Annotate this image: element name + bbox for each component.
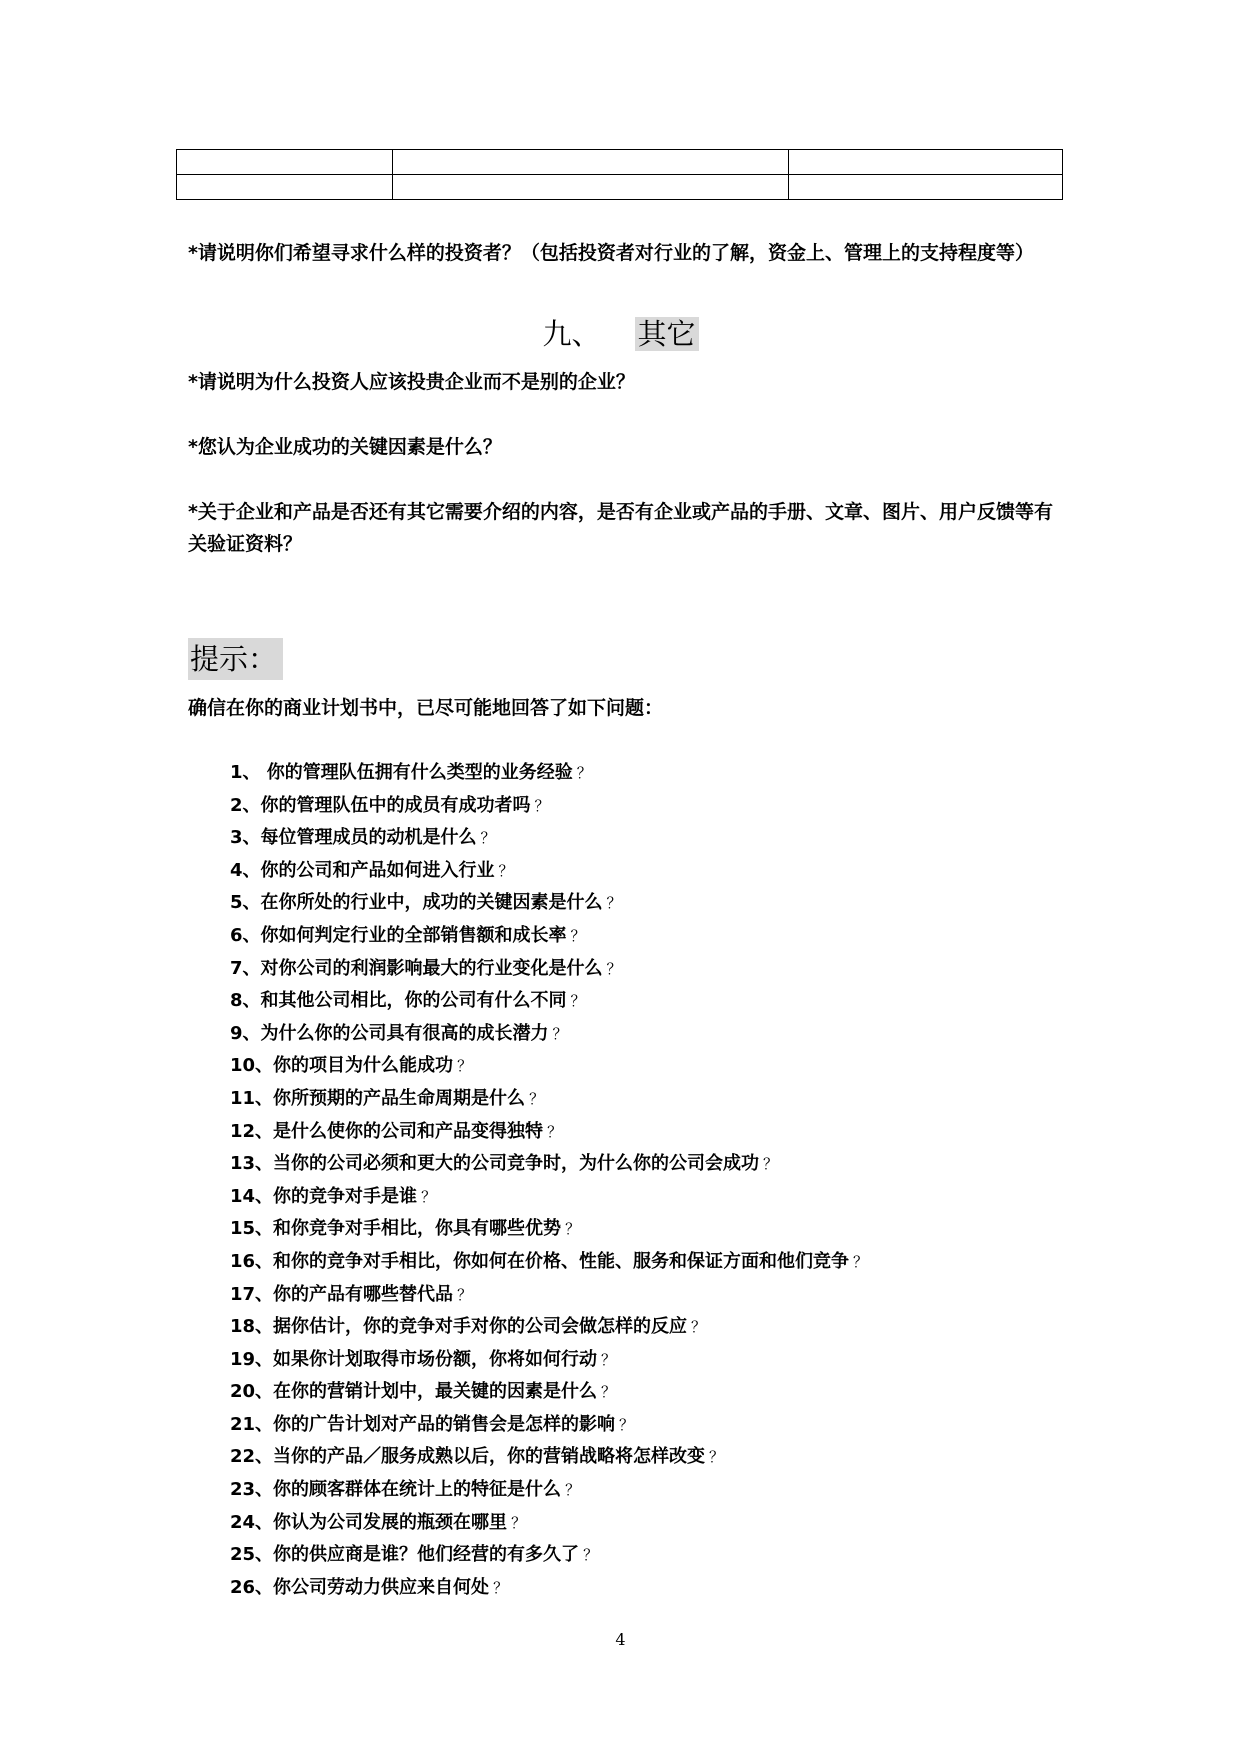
- tips-question-list: [230, 757, 868, 1604]
- question-mark: ？: [601, 1383, 617, 1402]
- investor-question: *请说明你们希望寻求什么样的投资者？（包括投资者对行业的了解，资金上、管理上的支持程度等）: [188, 242, 1034, 264]
- question-mark: ？: [570, 926, 586, 945]
- list-item-text: 25、你的供应商是谁？他们经营的有多久了: [230, 1544, 580, 1566]
- list-item-text: 11、你所预期的产品生命周期是什么: [230, 1087, 526, 1109]
- list-item: [230, 1246, 868, 1279]
- question-mark: ？: [583, 1546, 599, 1565]
- list-item-text: 9、为什么你的公司具有很高的成长潜力: [230, 1022, 549, 1044]
- question-additional-materials: *关于企业和产品是否还有其它需要介绍的内容，是否有企业或产品的手册、文章、图片、用户反馈等有关验证资料？: [188, 501, 1053, 555]
- table-cell: [789, 150, 1063, 175]
- question-mark: ？: [552, 1024, 568, 1043]
- list-item: [230, 790, 868, 823]
- list-item-text: 17、你的产品有哪些替代品: [230, 1283, 454, 1305]
- question-mark: ？: [601, 1350, 617, 1369]
- list-item-text: 4、你的公司和产品如何进入行业: [230, 859, 495, 881]
- list-item: [230, 1279, 868, 1312]
- list-item: [230, 1181, 868, 1214]
- list-item-text: 23、你的顾客群体在统计上的特征是什么: [230, 1479, 562, 1501]
- list-item: [230, 1083, 868, 1116]
- table-row: [177, 175, 1063, 200]
- blank-table: [176, 149, 1063, 200]
- table-cell: [177, 175, 393, 200]
- list-item: [230, 855, 868, 888]
- question-mark: ？: [606, 959, 622, 978]
- table-cell: [393, 175, 789, 200]
- section-number: 九、: [542, 317, 601, 351]
- section-title: 其它: [635, 317, 699, 351]
- question-success-factors: *您认为企业成功的关键因素是什么？: [188, 436, 502, 458]
- question-mark: ？: [457, 1285, 473, 1304]
- list-item: [230, 1507, 868, 1540]
- question-mark: ？: [606, 894, 622, 913]
- question-mark: ？: [421, 1187, 437, 1206]
- list-item: [230, 1116, 868, 1149]
- list-item: [230, 1474, 868, 1507]
- table-cell: [177, 150, 393, 175]
- question-mark: ？: [576, 764, 592, 782]
- list-item: [230, 1213, 868, 1246]
- list-item-text: 26、你公司劳动力供应来自何处: [230, 1576, 490, 1598]
- list-item: [230, 1018, 868, 1051]
- question-mark: ？: [457, 1057, 473, 1076]
- list-item-text: 10、你的项目为什么能成功: [230, 1055, 454, 1077]
- question-mark: ？: [619, 1415, 635, 1434]
- list-item-text: 12、是什么使你的公司和产品变得独特: [230, 1120, 544, 1142]
- table-cell: [393, 150, 789, 175]
- question-mark: ？: [534, 796, 550, 815]
- list-item: [230, 757, 868, 790]
- list-item: [230, 985, 868, 1018]
- question-mark: ？: [709, 1448, 725, 1467]
- question-mark: ？: [691, 1318, 707, 1337]
- tips-intro: 确信在你的商业计划书中，已尽可能地回答了如下问题：: [188, 697, 664, 719]
- tips-heading: 提示：: [188, 638, 283, 680]
- list-item-text: 2、你的管理队伍中的成员有成功者吗: [230, 794, 531, 816]
- list-item-text: 15、和你竞争对手相比，你具有哪些优势: [230, 1218, 562, 1240]
- list-item: [230, 1311, 868, 1344]
- list-item-text: 16、和你的竞争对手相比，你如何在价格、性能、服务和保证方面和他们竞争: [230, 1250, 850, 1272]
- question-mark: ？: [763, 1155, 779, 1174]
- list-item-text: 6、你如何判定行业的全部销售额和成长率: [230, 924, 567, 946]
- section-heading: [0, 312, 1241, 356]
- list-item: [230, 1441, 868, 1474]
- table-cell: [789, 175, 1063, 200]
- list-item-text: 19、如果你计划取得市场份额，你将如何行动: [230, 1348, 598, 1370]
- list-item: [230, 920, 868, 953]
- list-item-text: 3、每位管理成员的动机是什么: [230, 827, 477, 849]
- list-item: [230, 887, 868, 920]
- question-mark: ？: [565, 1481, 581, 1500]
- question-mark: ？: [853, 1252, 869, 1271]
- list-item-text: 18、据你估计，你的竞争对手对你的公司会做怎样的反应: [230, 1316, 688, 1338]
- question-mark: ？: [565, 1220, 581, 1239]
- question-mark: ？: [570, 992, 586, 1011]
- question-mark: ？: [547, 1122, 563, 1141]
- list-item-text: 24、你认为公司发展的瓶颈在哪里: [230, 1511, 508, 1533]
- question-mark: ？: [480, 829, 496, 848]
- list-item-text: 20、在你的营销计划中，最关键的因素是什么: [230, 1381, 598, 1403]
- question-mark: ？: [511, 1513, 527, 1532]
- list-item: [230, 1148, 868, 1181]
- list-item-text: 8、和其他公司相比，你的公司有什么不同: [230, 990, 567, 1012]
- question-mark: ？: [498, 861, 514, 880]
- list-item: [230, 1344, 868, 1377]
- question-why-invest: *请说明为什么投资人应该投贵企业而不是别的企业？: [188, 371, 635, 393]
- list-item: [230, 1050, 868, 1083]
- list-item-text: 22、当你的产品／服务成熟以后，你的营销战略将怎样改变: [230, 1446, 706, 1468]
- table-row: [177, 150, 1063, 175]
- list-item-text: 21、你的广告计划对产品的销售会是怎样的影响: [230, 1413, 616, 1435]
- question-mark: ？: [529, 1089, 545, 1108]
- list-item-text: 5、在你所处的行业中，成功的关键因素是什么: [230, 892, 603, 914]
- list-item-text: 7、对你公司的利润影响最大的行业变化是什么: [230, 957, 603, 979]
- list-item: [230, 1572, 868, 1605]
- list-item: [230, 1409, 868, 1442]
- list-item-text: 14、你的竞争对手是谁: [230, 1185, 418, 1207]
- list-item: [230, 1539, 868, 1572]
- list-item-text: 13、当你的公司必须和更大的公司竞争时，为什么你的公司会成功: [230, 1153, 760, 1175]
- list-item-text: 1、 你的管理队伍拥有什么类型的业务经验: [230, 762, 573, 783]
- page-number: 4: [615, 1630, 626, 1649]
- list-item: [230, 953, 868, 986]
- question-mark: ？: [493, 1578, 509, 1597]
- list-item: [230, 822, 868, 855]
- list-item: [230, 1376, 868, 1409]
